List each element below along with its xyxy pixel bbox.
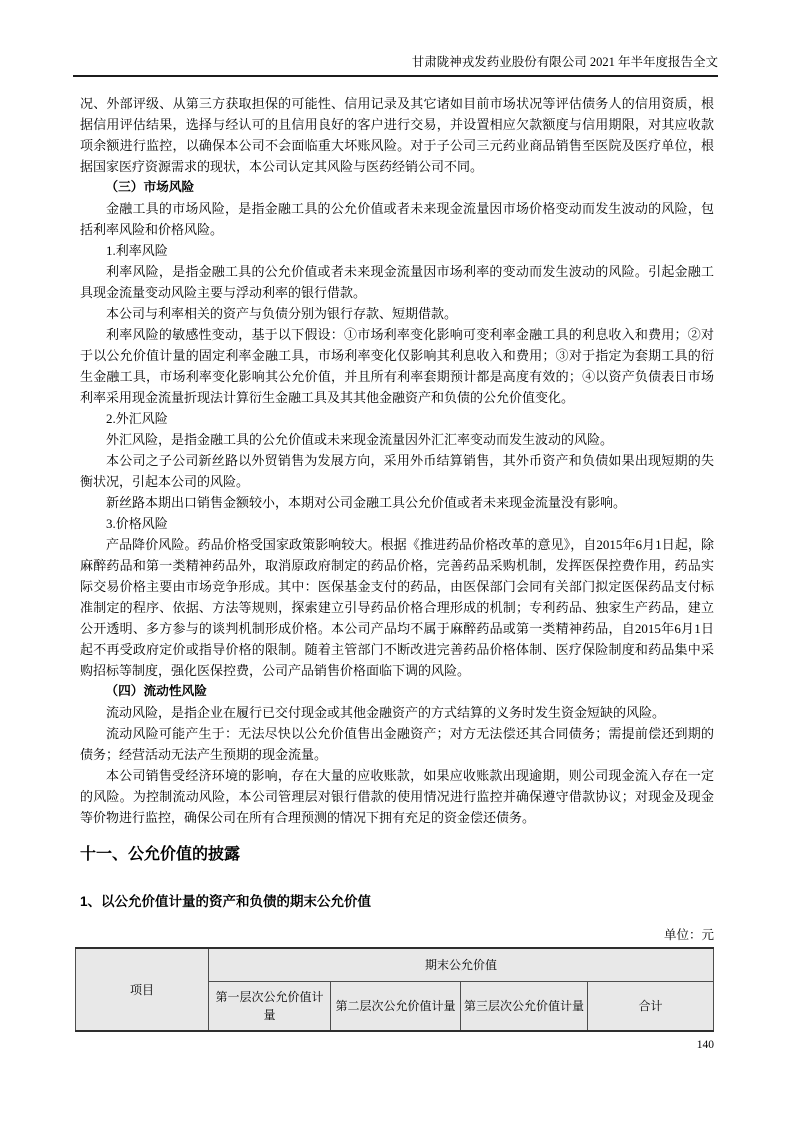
table-header-level1: 第一层次公允价值计量 [209,982,331,1032]
paragraph: 流动风险可能产生于：无法尽快以公允价值售出金融资产；对方无法偿还其合同债务；需提前偿还到期的债务；经营活动无法产生预期的现金流量。 [80,726,714,762]
paragraph: 产品降价风险。药品价格受国家政策影响较大。根据《推进药品价格改革的意见》，自2015年6月1日起，除麻醉药品和第一类精神药品外，取消原政府制定的药品价格，完善药品采购机制，发挥医保控费作用，药品实际交易价格主要由市场竞争形成。其中：医保基金支付的药品，由医保部门会同有关部门拟定医保药品支付标准制定的程序、依据、方法等规则，探索建立引导药品价格合理形成的机制；专利药品、独家生产药品，建立公开透明、多方参与的谈判机制形成价格。本公司产品均不属于麻醉药品或第一类精神药品，自2015年6月1日起不再受政府定价或指导价格的限制。随着主管部门不断改进完善药品价格体制、医疗保险制度和药品集中采购招标等制度，强化医保控费，公司产品销售价格面临下调的风险。 [80,537,714,678]
table-header-level2: 第二层次公允价值计量 [331,982,461,1032]
paragraph: 利率风险，是指金融工具的公允价值或者未来现金流量因市场利率的变动而发生波动的风险。引起金融工具现金流量变动风险主要与浮动利率的银行借款。 [80,264,714,300]
header-title: 甘肃陇神戎发药业股份有限公司 2021 年半年度报告全文 [411,55,718,69]
section-heading: 十一、公允价值的披露 [80,846,241,863]
paragraph: 1.利率风险 [106,243,168,258]
paragraph: 外汇风险，是指金融工具的公允价值或未来现金流量因外汇汇率变动而发生波动的风险。 [106,432,614,447]
table-header-item: 项目 [76,948,209,1031]
paragraph: 流动风险，是指企业在履行已交付现金或其他金融资产的方式结算的义务时发生资金短缺的风险。 [106,705,666,720]
paragraph: 3.价格风险 [106,516,168,531]
paragraph: 本公司之子公司新丝路以外贸销售为发展方向，采用外币结算销售，其外币资产和负债如果出现短期的失衡状况，引起本公司的风险。 [80,453,714,489]
paragraph: 金融工具的市场风险，是指金融工具的公允价值或者未来现金流量因市场价格变动而发生波动的风险，包括利率风险和价格风险。 [80,201,714,237]
paragraph: 新丝路本期出口销售金额较小，本期对公司金融工具公允价值或者未来现金流量没有影响。 [106,495,627,510]
table-header-total: 合计 [588,982,714,1032]
document-body [80,93,714,1032]
section-subtitle-market-risk: （三）市场风险 [105,180,195,194]
page-number: 140 [696,1039,714,1051]
paragraph: 本公司销售受经济环境的影响，存在大量的应收账款，如果应收账款出现逾期，则公司现金流入存在一定的风险。为控制流动风险，本公司管理层对银行借款的使用情况进行监控并确保遵守借款协议；对现金及现金等价物进行监控，确保公司在所有合理预测的情况下拥有充足的资金偿还债务。 [80,768,714,825]
paragraph: 况、外部评级、从第三方获取担保的可能性、信用记录及其它诸如目前市场状况等评估债务人的信用资质，根据信用评估结果，选择与经认可的且信用良好的客户进行交易，并设置相应欠款额度与信用期限，对其应收款项余额进行监控，以确保本公司不会面临重大坏账风险。对于子公司三元药业商品销售至医院及医疗单位，根据国家医疗资源需求的现状，本公司认定其风险与医药经销公司不同。 [80,96,714,174]
paragraph: 本公司与利率相关的资产与负债分别为银行存款、短期借款。 [106,306,458,321]
section-subtitle-liquidity-risk: （四）流动性风险 [105,684,207,698]
table-header-level3: 第三层次公允价值计量 [461,982,588,1032]
paragraph: 2.外汇风险 [106,411,168,426]
unit-label: 单位：元 [663,928,714,942]
table-header-group: 期末公允价值 [209,948,714,982]
page-header [73,54,718,77]
fair-value-table [75,947,714,1032]
paragraph: 利率风险的敏感性变动，基于以下假设：①市场利率变化影响可变利率金融工具的利息收入和费用；②对于以公允价值计量的固定利率金融工具，市场利率变化仅影响其利息收入和费用；③对于指定为套期工具的衍生金融工具，市场利率变化影响其公允价值，并且所有利率套期预计都是高度有效的；④以资产负债表日市场利率采用现金流量折现法计算衍生金融工具及其其他金融资产和负债的公允价值变化。 [80,327,714,405]
sub-heading: 1、以公允价值计量的资产和负债的期末公允价值 [80,894,372,909]
